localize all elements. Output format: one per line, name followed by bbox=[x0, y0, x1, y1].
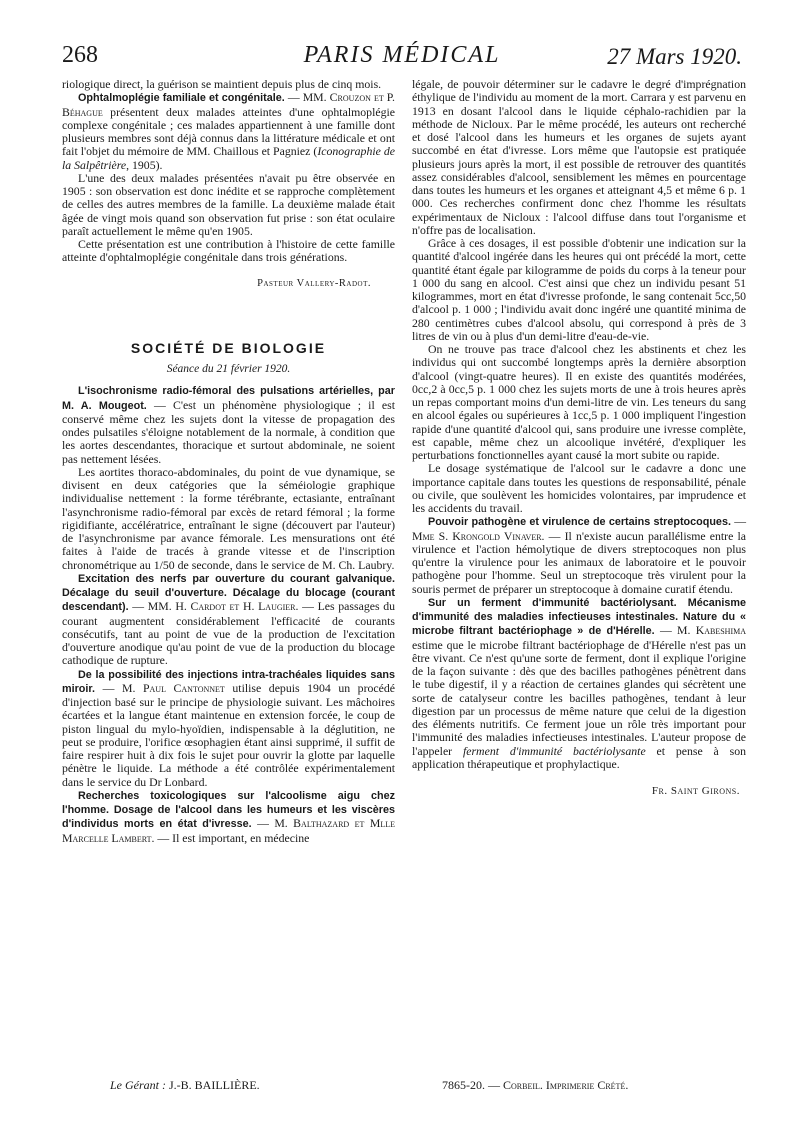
article-text-end: et pense à son application thérapeutique et prophylactique. bbox=[412, 743, 746, 771]
excitation-article bbox=[62, 572, 395, 668]
left-column bbox=[62, 78, 395, 845]
article-title: De la possibilité des injections intra-trachéales liquides sans miroir. bbox=[62, 668, 395, 695]
paragraph: Grâce à ces dosages, il est possible d'obtenir une indication sur la quantité d'alcool ingérée dans les heures qui ont précédé la mort, cette quantité étant égale par kilogramme de poids du corps à la teneur pour 1 000 du sang en alcool. C'est ainsi que chez un individu pesant 51 kilogrammes, mort en état d'ivresse profonde, le sang contenait 5cc,50 d'alcool p. 1 000 ; l'individu avait donc ingéré une quantité minima de 280 centimètres cubes d'alcool absolu, qui correspond à près de 3 litres de vin ou à plus d'un demi-litre d'eau-de-vie. bbox=[412, 236, 746, 343]
paragraph: légale, de pouvoir déterminer sur le cadavre le degré d'imprégnation éthylique de l'individu au moment de la mort. Carrara y est parvenu en 1913 en dosant l'alcool dans le liquide céphalo-rachidien par la méthode de Nicloux. Par le même procédé, les auteurs ont recherché et dosé l'alcool dans les humeurs et les organes de sujets ayant succombé en état d'ivresse. Lors même que l'autopsie est pratiquée plusieurs jours après la mort, il est possible de retrouver des quantités assez considérables d'alcool, sensiblement les mêmes en pourcentage dans toutes les humeurs et les organes et atteignant 4,5 et même 6 p. 1 000. Ces recherches confirment donc chez l'homme les résultats expérimentaux de Nicloux : l'alcool diffuse dans tout l'organisme et n'offre pas de localisation. bbox=[412, 77, 746, 237]
paragraph: Le dosage systématique de l'alcool sur le cadavre a donc une importance capitale dans toutes les questions de responsabilité, pénale ou civile, que soulèvent les homicides volontaires, par imprudence et les accidents du travail. bbox=[412, 461, 746, 515]
section-title: SOCIÉTÉ DE BIOLOGIE bbox=[130, 339, 327, 356]
gerant-label: Le Gérant : bbox=[110, 1078, 166, 1092]
article-title: Sur un ferment d'immunité bactériolysant. Mécanisme d'immunité des maladies infectieuses intestinales. Nature du « microbe filtrant bactériophage » de d'Hérelle. bbox=[412, 596, 746, 638]
article-authors: — MM. H. Cardot et H. Laugier. bbox=[132, 599, 299, 614]
article-reference: Iconographie de la Salpêtrière bbox=[62, 144, 395, 172]
article-title: L'isochronisme radio-fémoral des pulsations artérielles, bbox=[78, 385, 374, 398]
isochronisme-article bbox=[62, 384, 395, 466]
ferment-article bbox=[412, 596, 746, 771]
paragraph: L'une des deux malades présentées n'avait pu être observée en 1905 : son observation est donc inédite et se rapproche complètement de celles des autres membres de la famille. La deuxième malade était âgée de vingt mois quand son observation fut prise : son état oculaire paraît actuellement le même qu'en 1905. bbox=[62, 170, 395, 238]
article-title: Pouvoir pathogène et virulence de certains streptocoques. bbox=[428, 516, 731, 529]
reference-year: , 1905). bbox=[126, 157, 163, 172]
article-text: — Il est important, en médecine bbox=[157, 830, 310, 845]
continued-paragraph: riologique direct, la guérison se maintient depuis plus de cinq mois. bbox=[62, 77, 382, 91]
article-title: Ophtalmoplégie familiale et congénitale. bbox=[78, 92, 285, 105]
article-text: — Les passages du courant augmentent considérablement l'efficacité de courants consécutifs, tant au point de vue de la production de l'excitation d'ouverture anodique qu'au point de vue de la production du blocage cathodique de rupture. bbox=[62, 599, 396, 668]
signature: Fr. Saint Girons. bbox=[651, 785, 740, 797]
journal-title: PARIS MÉDICAL bbox=[303, 42, 501, 68]
page-number: 268 bbox=[62, 42, 98, 68]
article-authors: — M. Balthazard et Mlle Marcelle Lambert. bbox=[62, 816, 395, 845]
issue-date: 27 Mars 1920. bbox=[607, 44, 742, 69]
page-header bbox=[62, 42, 742, 82]
article-text: — C'est un phénomène physiologique ; il est conservé même chez les sujets dont la vitesse de propagation des ondes pulsatiles s'éloigne notablement de la normale, à condition que les aortes descendantes, thoracique et surtout abdominale, ne soient pas nettement lésées. bbox=[62, 397, 396, 466]
article-authors: — M. Kabeshima bbox=[659, 623, 746, 638]
injections-article bbox=[62, 668, 395, 789]
gerant-name: J.-B. BAILLIÈRE. bbox=[169, 1078, 260, 1092]
toxicologie-article bbox=[62, 789, 395, 845]
article-authors: — M. Paul Cantonnet bbox=[102, 680, 225, 695]
ferment-term: ferment d'immunité bactériolysante bbox=[462, 743, 646, 758]
right-column bbox=[412, 78, 746, 798]
streptocoques-article bbox=[412, 515, 746, 596]
article-authors: MM. Crouzon et P. Béhague bbox=[62, 90, 395, 119]
paragraph: On ne trouve pas trace d'alcool chez les abstinents et chez les individus qui ont succombé longtemps après la dernière absorption d'alcool (vingt-quatre heures). Il en existe des quantités modérées, 0cc,2 à 0cc,5 p. 1 000 chez les sujets morts de une à trois heures après un repas comportant moins d'un demi-litre de vin. Les teneurs du sang en alcool égales ou supérieures à 1cc,5 p. 1 000 impliquent l'ingestion rapide d'une quantité d'alcool qui, sans produire une ivresse complète, est capable, même chez un alcoolique invétéré, d'expliquer les perturbations fonctionnelles ayant causé la mort subite ou rapide. bbox=[412, 342, 746, 462]
article-title: Recherches toxicologiques sur l'alcoolisme aigu chez l'homme. Dosage de l'alcool dans les humeurs et les viscères d'individus morts en état d'ivresse. bbox=[62, 789, 395, 831]
paragraph: Les aortites thoraco-abdominales, du point de vue dynamique, se divisent en deux catégories que la séméiologie graphique individualise nettement : la forme térébrante, ectasiante, entraînant l'asynchronisme radio-fémoral par excès de retard fémoral ; la forme rigidifiante, accélératrice, entraînant le signe (découvert par l'auteur) de l'asynchronisme par avance fémorale. Les mensurations ont été faites à l'aide de tracés à grande vitesse et de l'inscription chronométrique au 1/50 de seconde, dans le service de M. Ch. Laubry. bbox=[62, 464, 395, 572]
paragraph: Cette présentation est une contribution à l'histoire de cette famille atteinte d'ophtalmoplégie congénitale dans trois générations. bbox=[62, 237, 395, 265]
printer-line: 7865-20. — Corbeil. Imprimerie Crété. bbox=[442, 1078, 629, 1092]
signature: Pasteur Vallery-Radot. bbox=[257, 277, 371, 289]
article-text: présentent deux malades atteintes d'une ophtalmoplégie complexe congénitale ; ces malades appartiennent à une famille dont plusieurs membres sont déjà connus dans la littérature médicale et ont fait l'objet du mémoire de MM. Chaillous et Pagniez ( bbox=[62, 104, 395, 159]
article-text: estime que le microbe filtrant bactériophage de d'Hérelle n'est pas un être vivant. Ce n'est qu'une sorte de ferment, dont il explique l'origine de la façon suivante : dès que des bacilles pathogènes pénètrent dans le tube digestif, il y a réaction de certaines glandes qui sécrètent une sorte de catalyseur contre les bacilles pathogènes, tendant à leur digestion par un processus de même nature que celui de la digestion des éléments nutritifs. Ce ferment joue un rôle très important pour l'immunité des maladies infectieuses intestinales. L'auteur propose de l'appeler bbox=[412, 637, 746, 758]
article-authors: par M. A. Mougeot. bbox=[62, 385, 395, 412]
session-date: Séance du 21 février 1920. bbox=[166, 363, 291, 375]
article-title: Excitation des nerfs par ouverture du courant galvanique. Décalage du seuil d'ouverture. Décalage du blocage (courant descendant). bbox=[62, 572, 395, 614]
gerant-line bbox=[110, 1078, 260, 1093]
article-text: — Il n'existe aucun parallélisme entre la virulence et l'action hémolytique de divers streptocoques non plus qu'entre la virulence pour les animaux de laboratoire et le pouvoir pathogène pour l'homme. Seul un streptocoque très virulent pour la souris permet de préparer un streptocoque à domaine curatif étendu. bbox=[412, 528, 746, 596]
article-text: utilise depuis 1904 un procédé d'injection basé sur le principe de physiologie suivant. Les mâchoires écartées et la langue étant maintenue en extension forcée, le coup de piston lingual du mylo-hyoïdien, indispensable à la déglutition, ne peut se produire, l'orifice œsophagien étant ainsi supprimé, il suffit de faire respirer huit à dix fois le sujet pour ouvrir la glotte par laquelle pénètre le liquide. La méthode a été contrôlée expérimentalement dans le service du Dr Lonbard. bbox=[62, 680, 396, 789]
article-authors: — Mme S. Krongold Vinaver. bbox=[412, 514, 746, 543]
ophtalmoplegie-article: Ophtalmoplégie familiale et congénitale. — MM. Crouzon et P. Béhague présentent deux malades atteintes d'une ophtalmoplégie complexe congénitale ; ces malades appartiennent à une famille dont plusieurs membres sont déjà connus dans la littérature médicale et ont fait l'objet du mémoire de MM. Chaillous et Pagniez (Iconographie de la Salpêtrière, 1905). bbox=[62, 90, 395, 172]
